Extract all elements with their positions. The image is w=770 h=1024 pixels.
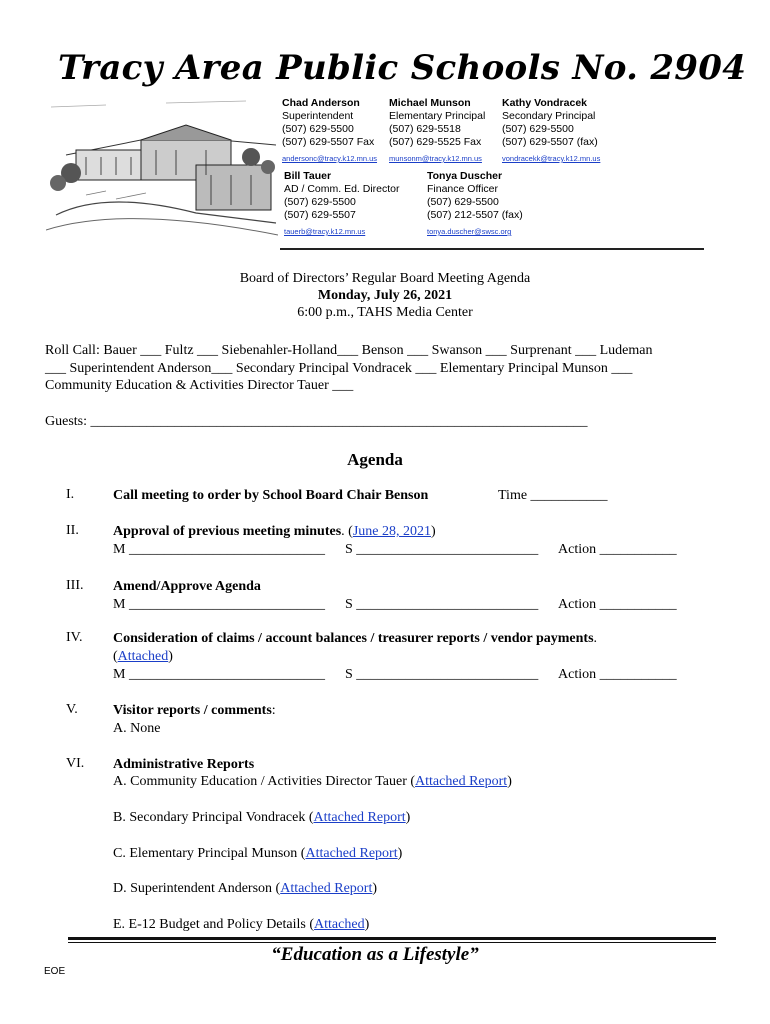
contact-munson xyxy=(389,97,485,165)
roll-call-line3: Community Education & Activities Director Tauer ___ xyxy=(45,378,354,393)
item-punct: . ( xyxy=(341,524,353,539)
contact-phone: (507) 629-5500 xyxy=(282,123,354,135)
item-punct: : xyxy=(271,703,276,718)
contact-name: Tonya Duscher xyxy=(427,170,503,182)
minutes-link[interactable]: June 28, 2021 xyxy=(352,524,431,539)
agenda-heading: Agenda xyxy=(347,450,403,469)
item-visitor-reports xyxy=(113,702,276,720)
item-title: Call meeting to order by School Board Chair Benson xyxy=(113,488,429,503)
school-building-sketch xyxy=(46,95,278,245)
contact-email-link[interactable]: munsonm@tracy.k12.mn.us xyxy=(389,154,482,163)
contact-name: Kathy Vondracek xyxy=(502,97,587,109)
item-number: II. xyxy=(66,523,79,538)
contact-fax: (507) 212-5507 (fax) xyxy=(427,209,523,221)
claims-attached-link[interactable]: Attached xyxy=(117,649,169,664)
motion-s: S __________________________ xyxy=(345,597,539,612)
claims-attachment xyxy=(113,648,173,666)
contact-phone: (507) 629-5500 xyxy=(427,196,499,208)
contact-fax: (507) 629-5507 Fax xyxy=(282,136,375,148)
contact-email-link[interactable]: tonya.duscher@swsc.org xyxy=(427,227,512,236)
motion-m: M ____________________________ xyxy=(113,597,325,612)
meeting-date: Monday, July 26, 2021 xyxy=(317,288,453,303)
report-e xyxy=(113,916,369,934)
item-number: I. xyxy=(66,487,75,502)
header-divider xyxy=(280,248,704,250)
report-text: B. Secondary Principal Vondracek ( xyxy=(113,810,314,825)
report-link[interactable]: Attached Report xyxy=(280,881,373,896)
report-d xyxy=(113,880,377,898)
meeting-title: Board of Directors’ Regular Board Meeting Agenda xyxy=(239,271,531,286)
contact-role: Superintendent xyxy=(282,110,354,122)
motion-s: S __________________________ xyxy=(345,667,539,682)
contact-fax: (507) 629-5525 Fax xyxy=(389,136,482,148)
contact-phone: (507) 629-5518 xyxy=(389,123,461,135)
contact-fax: (507) 629-5507 (fax) xyxy=(502,136,598,148)
item-punct: ) xyxy=(364,917,370,932)
motion-m: M ____________________________ xyxy=(113,667,325,682)
item-punct: . xyxy=(593,631,598,646)
report-b xyxy=(113,809,410,827)
roll-call-line1: Roll Call: Bauer ___ Fultz ___ Siebenahler-Holland___ Benson ___ Swanson ___ Surprenant ___ Ludeman xyxy=(45,343,653,358)
report-link[interactable]: Attached Report xyxy=(305,846,398,861)
footer-divider-thin xyxy=(68,942,716,943)
item-number: VI. xyxy=(66,756,85,771)
contact-email-link[interactable]: andersonc@tracy.k12.mn.us xyxy=(282,154,378,163)
item-punct: ) xyxy=(405,810,411,825)
contact-name: Bill Tauer xyxy=(284,170,332,182)
contact-anderson xyxy=(282,97,377,165)
item-approve-minutes xyxy=(113,523,436,541)
item-claims xyxy=(113,630,597,648)
report-c xyxy=(113,845,402,863)
contact-email-link[interactable]: vondracekk@tracy.k12.mn.us xyxy=(502,154,601,163)
item-title: Administrative Reports xyxy=(113,757,255,772)
item-title: Consideration of claims / account balances / treasurer reports / vendor payments xyxy=(113,631,594,646)
contact-duscher xyxy=(427,170,523,238)
contact-name: Chad Anderson xyxy=(282,97,360,109)
item-punct: ) xyxy=(507,774,512,789)
contact-role: Finance Officer xyxy=(427,183,499,195)
contact-fax: (507) 629-5507 xyxy=(284,209,356,221)
item-number: III. xyxy=(66,578,84,593)
item-punct: ) xyxy=(397,846,403,861)
motion-m: M ____________________________ xyxy=(113,542,325,557)
item-punct: ) xyxy=(168,649,173,664)
contact-tauer xyxy=(284,170,400,238)
motion-s: S __________________________ xyxy=(345,542,539,557)
contact-vondracek xyxy=(502,97,600,165)
visitor-none: A. None xyxy=(113,721,161,736)
report-link[interactable]: Attached xyxy=(314,917,365,932)
item-punct: ( xyxy=(113,649,118,664)
meeting-info xyxy=(0,270,770,321)
report-text: E. E-12 Budget and Policy Details ( xyxy=(113,917,315,932)
motion-action: Action ___________ xyxy=(558,542,677,557)
roll-call xyxy=(45,342,705,395)
item-number: V. xyxy=(66,702,78,717)
contact-role: AD / Comm. Ed. Director xyxy=(284,183,400,195)
report-link[interactable]: Attached Report xyxy=(313,810,406,825)
contact-phone: (507) 629-5500 xyxy=(284,196,356,208)
item-punct: ) xyxy=(372,881,378,896)
item-punct: ) xyxy=(431,524,436,539)
report-text: D. Superintendent Anderson ( xyxy=(113,881,281,896)
item-title: Visitor reports / comments xyxy=(113,703,272,718)
footer-divider-thick xyxy=(68,937,716,940)
meeting-time-place: 6:00 p.m., TAHS Media Center xyxy=(297,305,473,320)
motion-action: Action ___________ xyxy=(558,597,677,612)
district-title: Tracy Area Public Schools No. 2904 xyxy=(58,48,747,88)
eoe-label: EOE xyxy=(44,966,66,977)
contact-phone: (507) 629-5500 xyxy=(502,123,574,135)
report-text: C. Elementary Principal Munson ( xyxy=(113,846,306,861)
roll-call-line2: ___ Superintendent Anderson___ Secondary Principal Vondracek ___ Elementary Principal Munson ___ xyxy=(45,360,633,376)
item-number: IV. xyxy=(66,630,83,645)
motto: “Education as a Lifestyle” xyxy=(271,944,479,965)
motion-action: Action ___________ xyxy=(558,667,677,682)
item-title: Approval of previous meeting minutes xyxy=(113,524,342,539)
time-field: Time ___________ xyxy=(498,488,608,503)
report-text: A. Community Education / Activities Director Tauer ( xyxy=(113,774,416,789)
guests-line: Guests: _______________________________________________________________________ xyxy=(45,414,588,429)
contact-role: Secondary Principal xyxy=(502,110,596,122)
contact-role: Elementary Principal xyxy=(389,110,486,122)
report-a xyxy=(113,773,512,791)
report-link[interactable]: Attached Report xyxy=(415,774,508,789)
contact-name: Michael Munson xyxy=(389,97,471,109)
item-title: Amend/Approve Agenda xyxy=(113,579,261,594)
contact-email-link[interactable]: tauerb@tracy.k12.mn.us xyxy=(284,227,366,236)
